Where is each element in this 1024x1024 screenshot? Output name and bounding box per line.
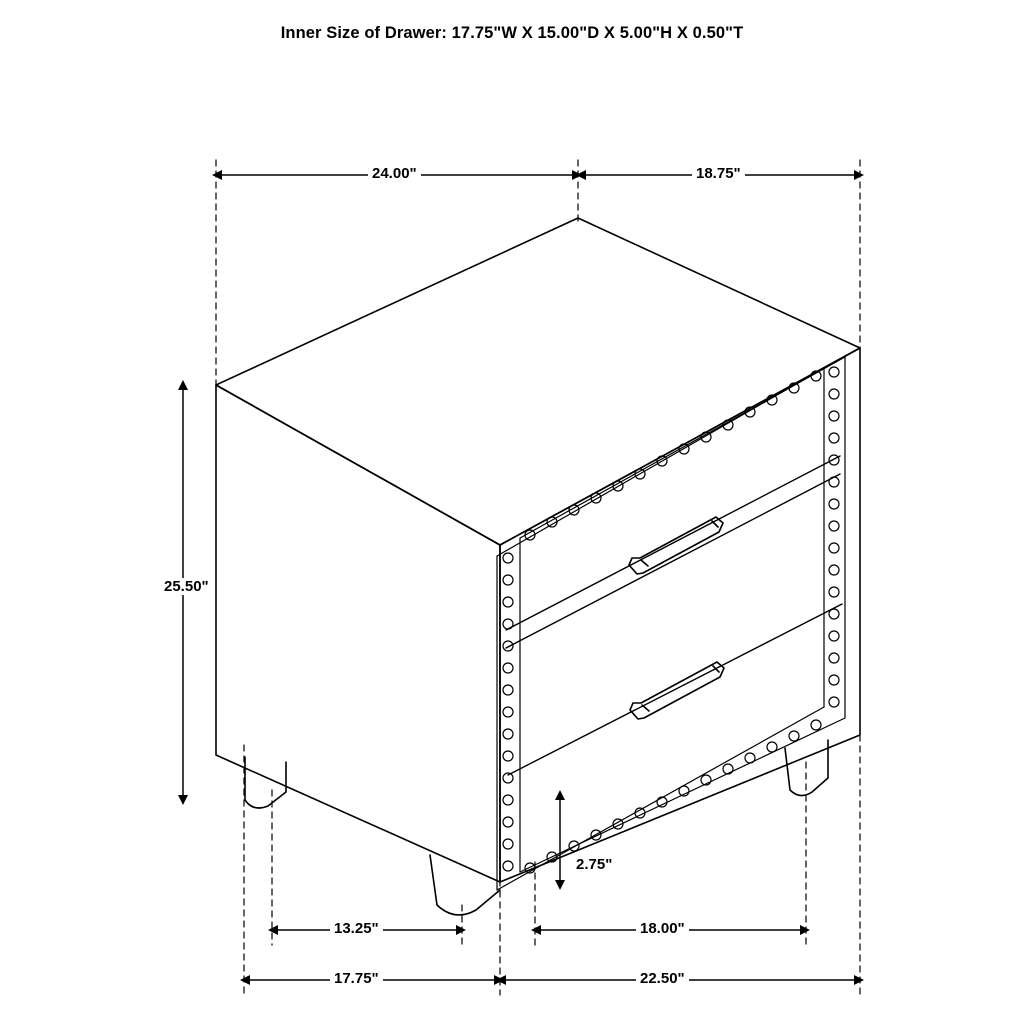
dim-label-lower-left: 13.25"	[330, 920, 383, 937]
leg-left-rear	[245, 757, 286, 808]
nailhead-trim	[503, 367, 839, 873]
page-title: Inner Size of Drawer: 17.75"W X 15.00"D X 5.00"H X 0.50"T	[280, 24, 744, 42]
leg-front-center	[430, 855, 500, 915]
drawer-pull-upper	[629, 517, 723, 574]
dim-label-bottom-left: 17.75"	[330, 970, 383, 987]
dim-label-top-right: 18.75"	[692, 165, 745, 182]
dim-label-lower-right: 18.00"	[636, 920, 689, 937]
drawer-pull-lower	[630, 662, 724, 719]
dim-label-top-left: 24.00"	[368, 165, 421, 182]
dim-label-height: 25.50"	[160, 578, 213, 595]
extension-lines	[216, 160, 860, 995]
dim-label-bottom-right: 22.50"	[636, 970, 689, 987]
cabinet-front-face	[500, 348, 860, 882]
dim-label-leg-height: 2.75"	[572, 856, 616, 873]
dimension-lines	[183, 175, 854, 980]
